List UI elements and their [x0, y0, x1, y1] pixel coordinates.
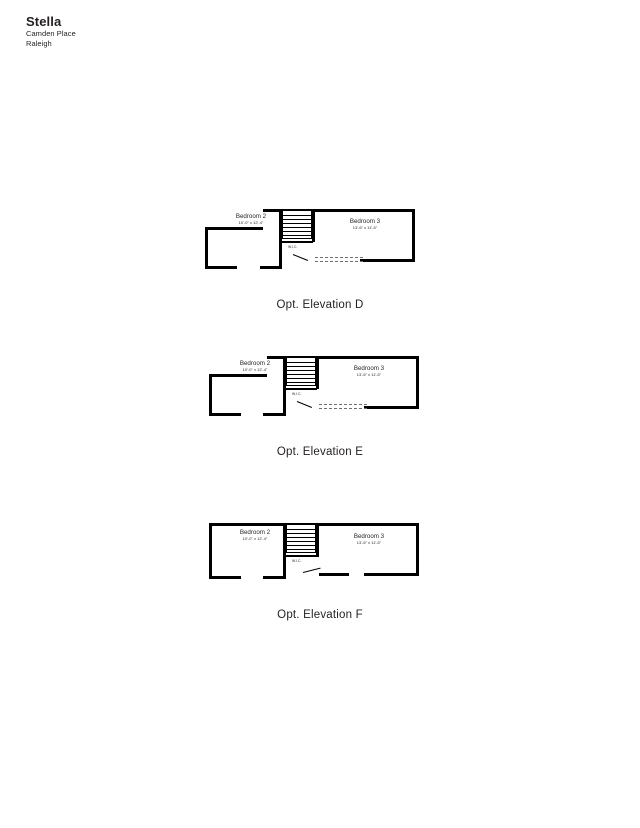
room-label-bedroom-2: [221, 529, 289, 542]
wall-bottom-left-a: [205, 266, 237, 269]
wall-stair-right: [316, 523, 319, 557]
wall-bottom-center: [319, 573, 349, 576]
room-dimensions: 13'-6" x 11'-5": [356, 539, 382, 545]
wall-exterior-left: [209, 374, 212, 416]
room-name: Bedroom 2: [235, 213, 267, 220]
room-dimensions: 13'-6" x 11'-5": [352, 224, 378, 230]
wall-bottom-left-a: [209, 576, 241, 579]
floorplan-block-d: [0, 205, 640, 311]
closet-label: W.I.C.: [292, 392, 302, 396]
room-name: Bedroom 2: [239, 360, 271, 367]
staircase: [282, 210, 312, 239]
caption-elevation-e: Opt. Elevation E: [276, 446, 364, 458]
closet-label: W.I.C.: [288, 245, 298, 249]
floorplan-drawing-d: [205, 205, 435, 277]
wall-top-right: [319, 356, 419, 359]
community-name: Camden Place: [26, 29, 76, 38]
wall-stair-right: [312, 209, 315, 242]
room-dimensions: 10'-0" x 12'-4": [238, 219, 264, 225]
wall-exterior-right: [416, 523, 419, 576]
floorplan-drawing-f: [205, 515, 435, 587]
room-label-bedroom-3: [335, 533, 403, 546]
wall-exterior-right: [416, 356, 419, 409]
wall-closet-top: [286, 388, 317, 390]
wall-exterior-right: [412, 209, 415, 262]
wall-bottom-right: [360, 259, 415, 262]
wall-top-right: [315, 209, 415, 212]
wall-bottom-right: [364, 573, 419, 576]
wall-bottom-left-b: [263, 413, 285, 416]
room-label-bedroom-3: [331, 218, 399, 231]
wall-top-left: [209, 523, 267, 526]
staircase: [286, 524, 316, 553]
room-name: Bedroom 3: [353, 365, 385, 372]
wall-top-right: [319, 523, 419, 526]
door-swing-closet: [293, 254, 308, 261]
railing-dashed: [319, 404, 367, 409]
room-name: Bedroom 3: [349, 218, 381, 225]
door-swing-closet: [303, 568, 321, 573]
wall-bottom-right: [364, 406, 419, 409]
room-dimensions: 10'-0" x 12'-4": [242, 535, 268, 541]
floorplan-drawing-e: [205, 352, 435, 424]
room-label-bedroom-2: [221, 360, 289, 373]
wall-exterior-left: [205, 227, 208, 269]
page-title: Stella: [26, 14, 62, 29]
floorplan-block-f: [0, 515, 640, 621]
door-swing-closet: [297, 401, 312, 408]
wall-bottom-left-a: [209, 413, 241, 416]
city-name: Raleigh: [26, 38, 52, 48]
wall-closet-top: [282, 241, 313, 243]
wall-top-left: [205, 227, 263, 230]
room-label-bedroom-3: [335, 365, 403, 378]
closet-label: W.I.C.: [292, 559, 302, 563]
caption-elevation-d: Opt. Elevation D: [276, 299, 364, 311]
wall-stair-right: [316, 356, 319, 389]
floorplan-block-e: [0, 352, 640, 458]
railing-dashed: [315, 257, 363, 262]
wall-top-left: [209, 374, 267, 377]
wall-exterior-left: [209, 523, 212, 579]
room-label-bedroom-2: [217, 213, 285, 226]
staircase: [286, 357, 316, 386]
wall-closet-top: [286, 555, 317, 557]
room-dimensions: 10'-0" x 12'-4": [242, 366, 268, 372]
document-header: [26, 14, 76, 48]
room-name: Bedroom 2: [239, 529, 271, 536]
wall-bottom-left-b: [263, 576, 285, 579]
room-name: Bedroom 3: [353, 533, 385, 540]
room-dimensions: 13'-6" x 11'-5": [356, 371, 382, 377]
caption-elevation-f: Opt. Elevation F: [277, 609, 363, 621]
